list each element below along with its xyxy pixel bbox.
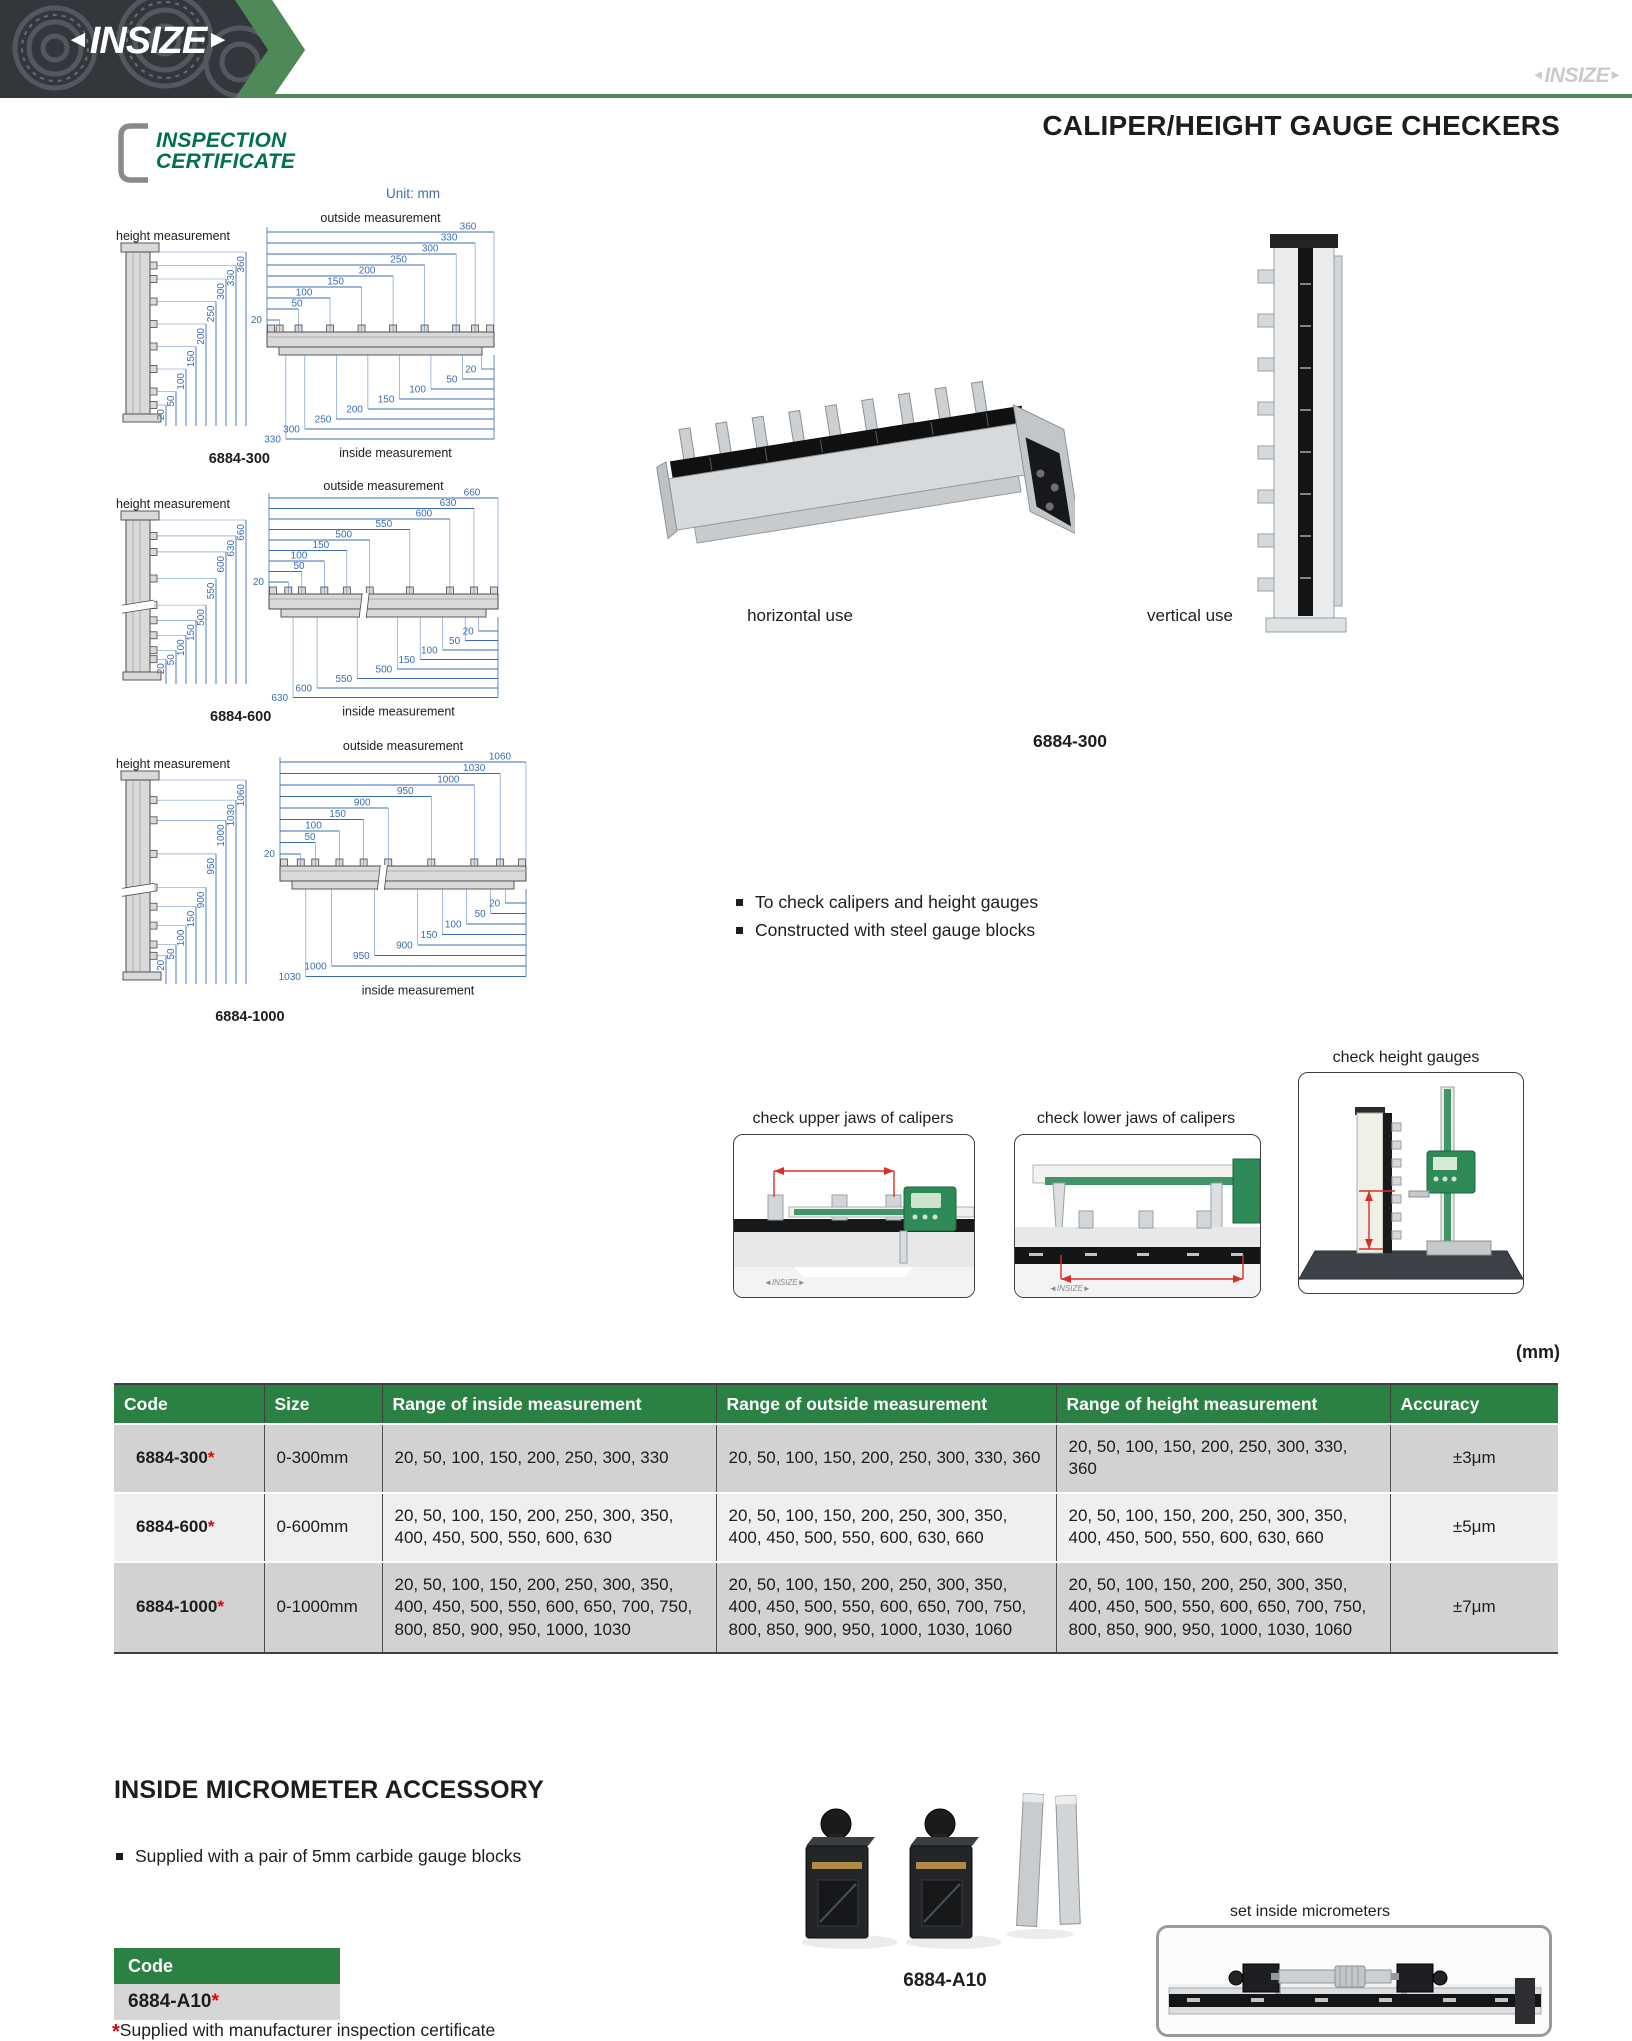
height-measurement-label: height measurement bbox=[116, 497, 230, 511]
inside-dim: 20 bbox=[489, 898, 501, 910]
height-range-text: 20, 50, 100, 150, 200, 250, 300, 350, 400, 450, 500, 550, 600, 630, 660 bbox=[1068, 1505, 1348, 1548]
check-lower-jaws-caption: check lower jaws of calipers bbox=[1036, 1110, 1236, 1127]
col-header-height: Range of height measurement bbox=[1056, 1384, 1390, 1424]
set-inside-micrometers-caption: set inside micrometers bbox=[1229, 1903, 1391, 1920]
height-range-cell bbox=[1056, 1424, 1390, 1493]
logo-text: INSIZE bbox=[89, 20, 207, 62]
watermark-left-arrow-icon: ◄ bbox=[1531, 67, 1545, 82]
height-dim: 900 bbox=[196, 891, 207, 909]
height-dim: 1000 bbox=[216, 824, 227, 847]
spec-row-6884-1000 bbox=[114, 1562, 1558, 1653]
spec-table-body bbox=[114, 1424, 1558, 1653]
inside-dim: 100 bbox=[444, 919, 462, 931]
height-dim: 1030 bbox=[226, 804, 237, 827]
insize-watermark-logo bbox=[1532, 64, 1622, 88]
outside-dim: 630 bbox=[439, 498, 457, 509]
size-text: 0-1000mm bbox=[276, 1597, 358, 1617]
accessory-feature bbox=[116, 1846, 596, 1867]
code-text: 6884-300 bbox=[136, 1448, 208, 1468]
column-foot bbox=[1266, 618, 1346, 632]
outside-dim: 200 bbox=[358, 265, 376, 277]
inside-range-text: 20, 50, 100, 150, 200, 250, 300, 350, 400, 450, 500, 550, 600, 630 bbox=[394, 1505, 674, 1548]
size-text: 0-600mm bbox=[276, 1517, 349, 1537]
inside-range-text: 20, 50, 100, 150, 200, 250, 300, 350, 400, 450, 500, 550, 600, 650, 700, 750, 800, 850, 900, 950, 1000, 1030 bbox=[394, 1574, 693, 1639]
height-dim: 600 bbox=[216, 555, 227, 573]
code-text: 6884-1000 bbox=[136, 1597, 218, 1617]
accessory-code-value bbox=[114, 1984, 340, 2020]
spec-table bbox=[114, 1383, 1558, 1654]
spec-row-6884-300 bbox=[114, 1424, 1558, 1493]
size-cell bbox=[264, 1424, 382, 1493]
inside-dim: 20 bbox=[465, 364, 477, 376]
outside-dim: 360 bbox=[459, 221, 477, 233]
feature-text: To check calipers and height gauges bbox=[755, 892, 1039, 912]
code-text: 6884-A10 bbox=[128, 1991, 212, 2012]
photo-insize-mark: ◄INSIZE► bbox=[764, 1278, 806, 1287]
height-dim: 100 bbox=[176, 639, 187, 656]
height-dim: 150 bbox=[186, 910, 197, 928]
inside-dim: 250 bbox=[314, 414, 332, 426]
outside-dim: 1060 bbox=[488, 751, 512, 763]
outside-dim: 100 bbox=[305, 820, 322, 832]
accessory-code-header: Code bbox=[114, 1948, 340, 1984]
accessory-photo-caption: 6884-A10 bbox=[903, 1970, 987, 1991]
accessory-code-table bbox=[114, 1948, 340, 2020]
checker-pins bbox=[1258, 270, 1274, 591]
page-title: CALIPER/HEIGHT GAUGE CHECKERS bbox=[1042, 110, 1560, 141]
spec-table-wrap bbox=[114, 1383, 1558, 1654]
logo-left-arrow-icon: ◄ bbox=[66, 26, 90, 53]
inside-dim: 330 bbox=[264, 434, 281, 446]
outside-dim: 150 bbox=[312, 540, 330, 551]
outside-range-text: 20, 50, 100, 150, 200, 250, 300, 350, 400, 450, 500, 550, 600, 650, 700, 750, 800, 850, 900, 950, 1000, 1030, 1060 bbox=[728, 1574, 1027, 1639]
watermark-right-arrow-icon: ► bbox=[1609, 67, 1622, 82]
asterisk: * bbox=[217, 1597, 224, 1617]
gauge-block-stripe bbox=[1298, 248, 1313, 616]
certificate-label bbox=[156, 130, 295, 173]
outside-dim: 330 bbox=[440, 232, 458, 244]
height-measurement-label: height measurement bbox=[116, 757, 230, 771]
vertical-use-photo bbox=[1246, 226, 1376, 644]
height-dim: 150 bbox=[186, 624, 197, 642]
diagram-6884-1000 bbox=[108, 734, 538, 1031]
inside-dim: 50 bbox=[449, 636, 461, 647]
certificate-line1: INSPECTION bbox=[156, 128, 287, 152]
outside-dim: 900 bbox=[353, 797, 371, 809]
outside-dim: 50 bbox=[293, 561, 305, 572]
footnote-asterisk: * bbox=[112, 2021, 120, 2041]
asterisk: * bbox=[207, 1517, 215, 1537]
col-header-code: Code bbox=[114, 1384, 264, 1424]
height-dim: 1060 bbox=[236, 784, 247, 807]
bullet-square-icon bbox=[736, 899, 743, 906]
size-cell bbox=[264, 1562, 382, 1653]
outside-dim: 150 bbox=[327, 276, 344, 288]
inside-dim: 630 bbox=[271, 693, 289, 704]
height-dim: 20 bbox=[156, 663, 167, 675]
inside-dim: 50 bbox=[474, 909, 486, 920]
height-dim: 360 bbox=[236, 256, 247, 273]
footnote-text: Supplied with manufacturer inspection certificate bbox=[119, 2020, 496, 2040]
height-measurement-label: height measurement bbox=[116, 229, 230, 243]
col-header-size: Size bbox=[264, 1384, 382, 1424]
asterisk: * bbox=[207, 1448, 215, 1468]
feature-text: Constructed with steel gauge blocks bbox=[755, 920, 1036, 940]
height-dim: 300 bbox=[216, 283, 227, 300]
accessory-feature-text: Supplied with a pair of 5mm carbide gauge blocks bbox=[135, 1846, 522, 1866]
unit-note: Unit: mm bbox=[386, 186, 440, 201]
height-range-cell bbox=[1056, 1493, 1390, 1562]
height-dim: 20 bbox=[156, 409, 167, 421]
vertical-use-caption: vertical use bbox=[1147, 606, 1233, 625]
set-inside-micrometers-photo bbox=[1156, 1925, 1552, 2037]
outside-range-cell bbox=[716, 1493, 1056, 1562]
height-range-text: 20, 50, 100, 150, 200, 250, 300, 350, 400, 450, 500, 550, 600, 650, 700, 750, 800, 850, 900, 950, 1000, 1030, 1060 bbox=[1068, 1574, 1367, 1639]
height-dim: 200 bbox=[196, 328, 207, 345]
diagram-6884-600 bbox=[108, 474, 510, 731]
inside-range-text: 20, 50, 100, 150, 200, 250, 300, 330 bbox=[394, 1448, 669, 1468]
feature-list bbox=[736, 892, 1038, 948]
height-dim: 630 bbox=[226, 539, 237, 557]
check-height-gauges-caption: check height gauges bbox=[1332, 1049, 1480, 1066]
code-cell bbox=[114, 1493, 264, 1562]
outside-dim: 660 bbox=[463, 487, 481, 499]
inside-dim: 20 bbox=[462, 626, 474, 638]
inside-measurement-label: inside measurement bbox=[361, 983, 475, 998]
accuracy-text: ±5μm bbox=[1452, 1517, 1496, 1537]
inside-dim: 200 bbox=[346, 404, 363, 416]
footnote bbox=[112, 2020, 495, 2041]
outside-measurement-label: outside measurement bbox=[342, 739, 464, 753]
outside-dim: 150 bbox=[329, 809, 346, 820]
size-cell bbox=[264, 1493, 382, 1562]
accuracy-cell bbox=[1390, 1493, 1558, 1562]
outside-dim: 1030 bbox=[463, 763, 486, 774]
outside-dim: 950 bbox=[396, 786, 414, 797]
inside-dim: 500 bbox=[375, 664, 393, 676]
height-dim: 150 bbox=[186, 350, 197, 368]
check-height-gauges-photo bbox=[1298, 1072, 1524, 1294]
inside-range-cell bbox=[382, 1424, 716, 1493]
outside-range-cell bbox=[716, 1562, 1056, 1653]
outside-dim: 50 bbox=[291, 298, 303, 310]
inside-dim: 150 bbox=[398, 655, 416, 666]
spec-row-6884-600 bbox=[114, 1493, 1558, 1562]
inside-dim: 100 bbox=[409, 384, 426, 396]
inside-dim: 600 bbox=[295, 683, 313, 695]
inside-dim: 1000 bbox=[304, 961, 327, 973]
photo-insize-mark: ◄INSIZE► bbox=[1049, 1284, 1091, 1293]
height-dim: 950 bbox=[206, 857, 217, 875]
outside-dim: 1000 bbox=[437, 774, 460, 786]
inside-measurement-label: inside measurement bbox=[342, 704, 455, 719]
outside-dim: 20 bbox=[263, 849, 275, 860]
inside-dim: 300 bbox=[283, 424, 300, 436]
certificate-line2: CERTIFICATE bbox=[156, 150, 296, 173]
insize-logo bbox=[66, 20, 230, 63]
accuracy-cell bbox=[1390, 1562, 1558, 1653]
inside-range-cell bbox=[382, 1562, 716, 1653]
outside-range-cell bbox=[716, 1424, 1056, 1493]
carbide-gauge-blocks bbox=[1017, 1794, 1081, 1927]
outside-dim: 500 bbox=[335, 529, 353, 541]
diagram-code-caption: 6884-300 bbox=[208, 451, 270, 467]
col-header-accuracy: Accuracy bbox=[1390, 1384, 1558, 1424]
outside-dim: 100 bbox=[295, 287, 313, 299]
diagram-6884-300 bbox=[108, 206, 506, 473]
height-dim: 100 bbox=[176, 929, 187, 947]
height-dim: 100 bbox=[176, 373, 187, 390]
outside-dim: 20 bbox=[250, 315, 262, 326]
check-upper-jaws-caption: check upper jaws of calipers bbox=[752, 1110, 954, 1127]
accuracy-text: ±7μm bbox=[1452, 1597, 1496, 1617]
inside-dim: 100 bbox=[420, 645, 438, 657]
height-dim: 550 bbox=[206, 582, 217, 600]
size-text: 0-300mm bbox=[276, 1448, 349, 1468]
table-unit-note: (mm) bbox=[1516, 1342, 1560, 1362]
code-cell bbox=[114, 1424, 264, 1493]
column-top-cap bbox=[1270, 234, 1338, 248]
certificate-bracket-icon bbox=[112, 118, 152, 184]
height-range-text: 20, 50, 100, 150, 200, 250, 300, 330, 360 bbox=[1068, 1437, 1348, 1479]
inspection-certificate-badge bbox=[112, 118, 295, 184]
horizontal-use-photo bbox=[630, 313, 1075, 605]
inside-dim: 550 bbox=[335, 674, 353, 685]
height-dim: 250 bbox=[206, 305, 217, 323]
accessory-heading: INSIDE MICROMETER ACCESSORY bbox=[114, 1776, 544, 1804]
height-dim: 50 bbox=[166, 395, 177, 407]
outside-range-text: 20, 50, 100, 150, 200, 250, 300, 330, 360 bbox=[728, 1448, 1041, 1468]
inside-dim: 950 bbox=[353, 951, 370, 962]
accuracy-text: ±3μm bbox=[1452, 1448, 1496, 1468]
inside-range-cell bbox=[382, 1493, 716, 1562]
outside-dim: 550 bbox=[375, 519, 393, 530]
outside-dim: 20 bbox=[252, 577, 264, 588]
accessory-blocks-photo bbox=[778, 1762, 1108, 1960]
inside-measurement-label: inside measurement bbox=[339, 446, 452, 460]
clamp-block bbox=[806, 1809, 875, 1938]
outside-dim: 50 bbox=[304, 832, 316, 843]
feature-item bbox=[736, 892, 1038, 913]
check-upper-jaws-photo bbox=[733, 1134, 975, 1298]
height-dim: 50 bbox=[166, 948, 177, 960]
diagram-code-caption: 6884-600 bbox=[210, 709, 272, 725]
feature-item bbox=[736, 920, 1038, 941]
spec-header-row bbox=[114, 1384, 1558, 1424]
outside-dim: 600 bbox=[415, 508, 433, 520]
inside-dim: 900 bbox=[396, 940, 413, 952]
height-dim: 500 bbox=[196, 609, 207, 626]
accuracy-cell bbox=[1390, 1424, 1558, 1493]
col-header-outside: Range of outside measurement bbox=[716, 1384, 1056, 1424]
inside-dim: 150 bbox=[377, 394, 395, 406]
bullet-square-icon bbox=[116, 1853, 123, 1860]
check-lower-jaws-photo bbox=[1014, 1134, 1261, 1298]
height-dim: 20 bbox=[156, 959, 167, 971]
clamp-block bbox=[1397, 1964, 1433, 1992]
outside-dim: 100 bbox=[290, 550, 308, 562]
rail-end-block bbox=[1515, 1978, 1535, 2024]
inside-dim: 1030 bbox=[278, 972, 301, 983]
height-dim: 50 bbox=[166, 654, 177, 666]
outside-dim: 300 bbox=[421, 243, 439, 255]
checker-column bbox=[1357, 1113, 1383, 1253]
logo-right-arrow-icon: ► bbox=[206, 26, 230, 53]
horizontal-use-caption: horizontal use bbox=[747, 606, 853, 625]
code-cell bbox=[114, 1562, 264, 1653]
height-dim: 330 bbox=[226, 269, 237, 287]
outside-dim: 250 bbox=[390, 254, 407, 266]
diagram-code-caption: 6884-1000 bbox=[215, 1009, 285, 1025]
inside-dim: 50 bbox=[446, 374, 458, 386]
outside-measurement-label: outside measurement bbox=[320, 211, 441, 225]
asterisk: * bbox=[211, 1991, 219, 2012]
bullet-square-icon bbox=[736, 927, 743, 934]
height-dim: 660 bbox=[236, 524, 247, 541]
col-header-inside: Range of inside measurement bbox=[382, 1384, 716, 1424]
watermark-text: INSIZE bbox=[1544, 64, 1610, 87]
header-green-rule bbox=[258, 94, 1632, 98]
code-text: 6884-600 bbox=[136, 1517, 208, 1537]
measure-arrow bbox=[774, 1171, 894, 1197]
height-range-cell bbox=[1056, 1562, 1390, 1653]
product-model-caption: 6884-300 bbox=[1033, 731, 1107, 751]
inside-dim: 150 bbox=[420, 930, 438, 941]
outside-range-text: 20, 50, 100, 150, 200, 250, 300, 350, 400, 450, 500, 550, 600, 630, 660 bbox=[728, 1505, 1008, 1548]
outside-measurement-label: outside measurement bbox=[323, 479, 444, 493]
clamp-block bbox=[910, 1809, 979, 1938]
